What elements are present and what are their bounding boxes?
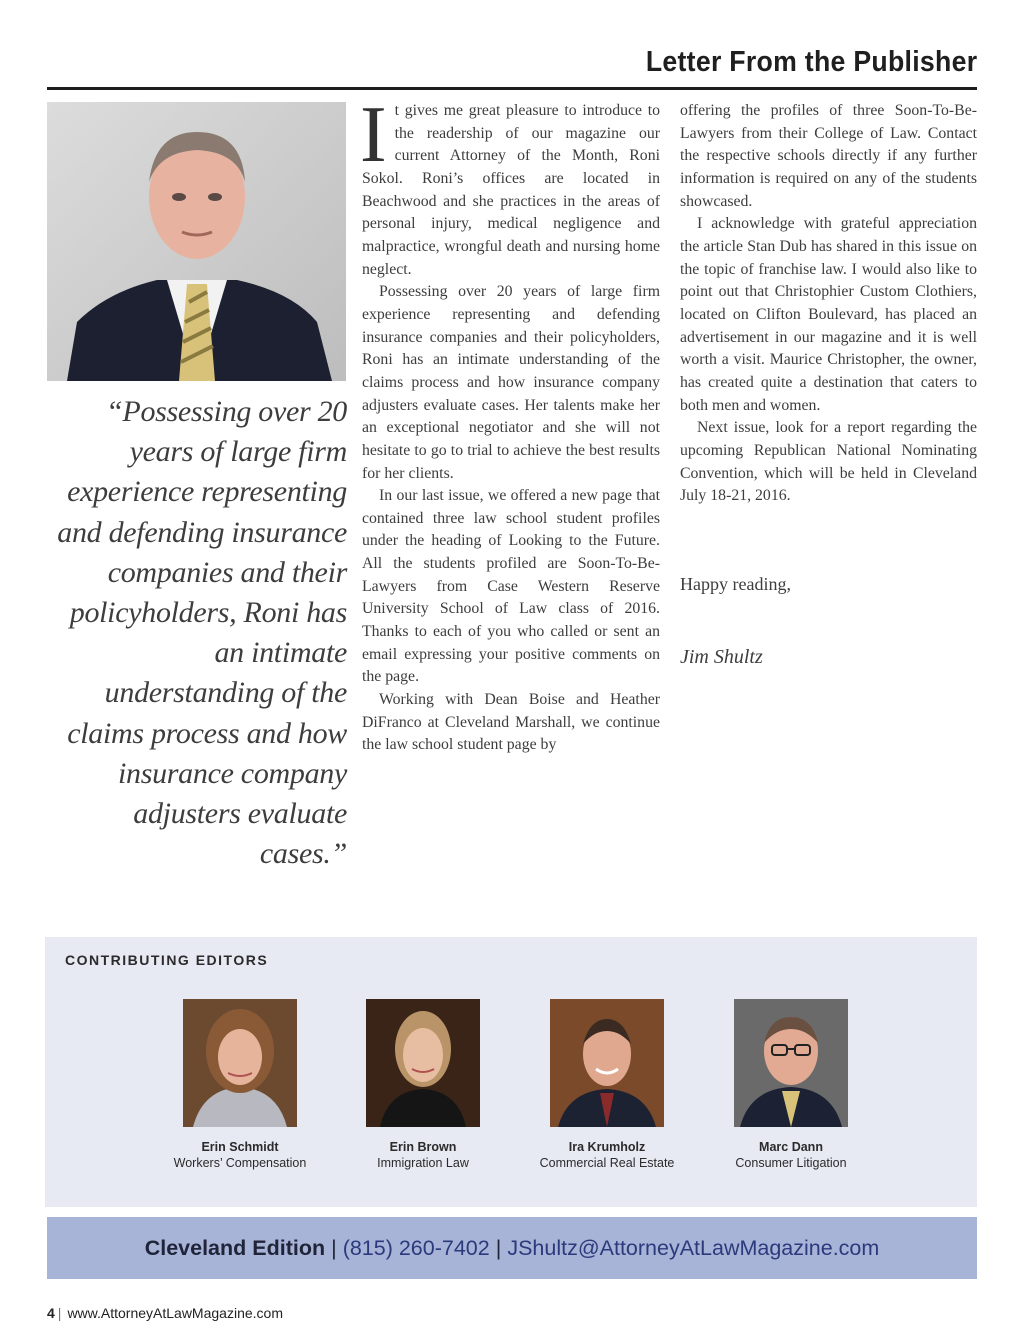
editor-topic: Consumer Litigation: [735, 1156, 847, 1170]
editor-portrait: [734, 999, 848, 1127]
drop-cap: I: [360, 91, 387, 179]
header-rule: [47, 87, 977, 90]
footer-url-link[interactable]: www.AttorneyAtLawMagazine.com: [67, 1305, 283, 1321]
letter-paragraph: Working with Dean Boise and Heather DiFranco at Cleveland Marshall, we continue the law school student page by: [362, 691, 660, 754]
footer-separator: |: [57, 1305, 62, 1321]
contributing-editors-panel: [45, 937, 977, 1207]
edition-separator: |: [495, 1235, 502, 1260]
edition-contact-bar: [47, 1217, 977, 1279]
editor-topic: Immigration Law: [377, 1156, 469, 1170]
editor-card: [512, 999, 702, 1170]
editor-portrait: [366, 999, 480, 1127]
closing-line: Happy reading,: [680, 574, 791, 594]
page-footer: [47, 1305, 283, 1321]
letter-column-1: [360, 91, 660, 757]
letter-paragraph: offering the profiles of three Soon-To-Be-Lawyers from their College of Law. Contact the respective schools directly if any further information is required on any of the students showcased.: [680, 102, 977, 210]
edition-email-link[interactable]: JShultz@AttorneyAtLawMagazine.com: [507, 1235, 880, 1260]
letter-paragraph: I acknowledge with grateful appreciation the article Stan Dub has shared in this issue on the topic of franchise law. I would also like to point out that Christophier Custom Clothiers, located on Clifton Boulevard, has placed an advertisement in our magazine and it is well worth a visit. Maurice Christopher, the owner, has created quite a destination that caters to both men and women.: [680, 215, 977, 414]
edition-separator: |: [331, 1235, 337, 1260]
editor-name: Erin Schmidt: [201, 1140, 279, 1154]
page-number: 4: [47, 1305, 55, 1321]
pull-quote: “Possessing over 20 years of large firm experience representing and defending insurance companies and their policyholders, Roni has an intimate understanding of the claims process and how insurance company adjusters evaluate cases.”: [57, 395, 347, 871]
editor-card: [145, 999, 335, 1170]
page-title: Letter From the Publisher: [645, 46, 977, 78]
letter-paragraph: Next issue, look for a report regarding the upcoming Republican National Nominating Convention, which will be held in Cleveland July 18-21, 2016.: [680, 419, 977, 505]
edition-phone: (815) 260-7402: [342, 1235, 490, 1260]
editor-portrait: [550, 999, 664, 1127]
letter-paragraph: t gives me great pleasure to introduce to the readership of our magazine our current Attorney of the Month, Roni Sokol. Roni’s offices are located in Beachwood and she practices in the areas of personal injury, medical negligence and malpractice, wrongful death and nursing home neglect.: [362, 102, 660, 278]
publisher-photo: [47, 102, 346, 381]
editor-name: Marc Dann: [759, 1140, 823, 1154]
editor-topic: Workers’ Compensation: [173, 1156, 307, 1170]
letter-column-2: [680, 100, 977, 508]
editor-name: Erin Brown: [389, 1140, 457, 1154]
signature: Jim Shultz: [680, 646, 763, 668]
editor-card: [328, 999, 518, 1170]
letter-paragraph: In our last issue, we offered a new page that contained three law school student profiles under the heading of Looking to the Future. All the students profiled are Soon-To-Be-Lawyers from Case Western Reserve University School of Law class of 2016. Thanks to each of you who called or sent an email expressing your positive comments on the page.: [362, 487, 660, 686]
editor-portrait: [183, 999, 297, 1127]
editor-card: [696, 999, 886, 1170]
editor-name: Ira Krumholz: [568, 1140, 646, 1154]
editors-heading: CONTRIBUTING EDITORS: [65, 952, 269, 968]
edition-name: Cleveland Edition: [144, 1235, 326, 1260]
letter-paragraph: Possessing over 20 years of large firm experience representing and defending insurance companies and their policyholders, Roni has an intimate understanding of the claims process and how insurance company adjusters evaluate cases. Her talents make her an exceptional negotiator and she will not hesitate to go to trial to achieve the best results for her clients.: [362, 283, 660, 482]
editor-topic: Commercial Real Estate: [539, 1156, 675, 1170]
